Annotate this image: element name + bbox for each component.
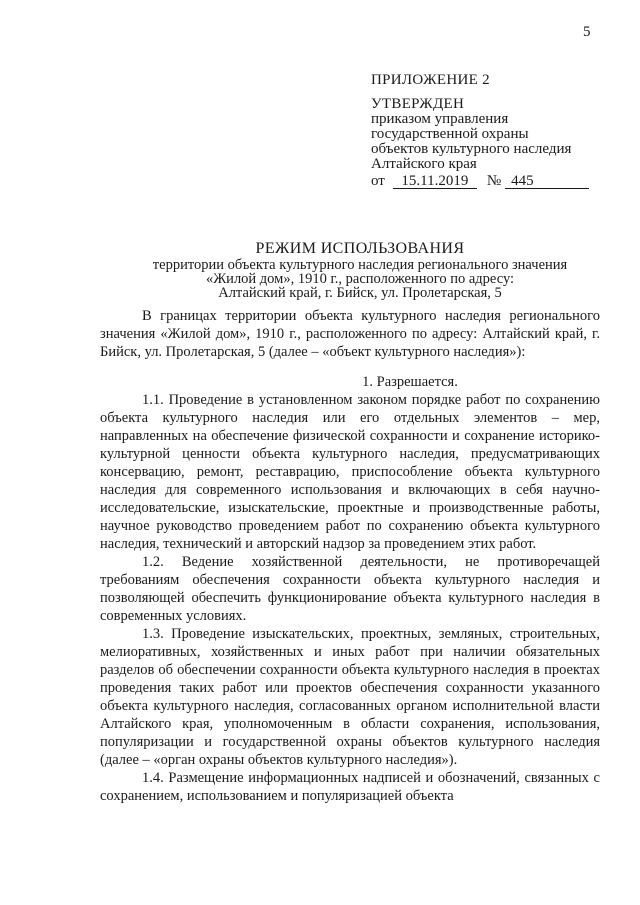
intro-paragraph: В границах территории объекта культурного наследия регионального значения «Жилой дом», 1910 г., расположенного по адресу: Алтайский край, г. Бийск, ул. Пролетарская, 5 (далее – «объект культурного наследия»):	[100, 308, 600, 360]
clause-1-4: 1.4. Размещение информационных надписей и обозначений, связанных с сохранением, использованием и популяризацией объекта	[100, 770, 600, 804]
main-title: РЕЖИМ ИСПОЛЬЗОВАНИЯ	[255, 240, 465, 257]
approval-line: государственной охраны	[371, 126, 529, 142]
approval-line: Алтайского края	[371, 156, 477, 172]
appendix-label: ПРИЛОЖЕНИЕ 2	[371, 72, 490, 88]
title-line: «Жилой дом», 1910 г., расположенного по адресу:	[205, 271, 515, 287]
title-line: Алтайский край, г. Бийск, ул. Пролетарская, 5	[218, 285, 502, 301]
clause-1-3: 1.3. Проведение изыскательских, проектных, земляных, строительных, мелиоративных, хозяйственных и иных работ при наличии обязательных разделов об обеспечении сохранности объекта культурного наследия в проектах проведения таких работ или проектов обеспечения сохранности указанного объекта культурного наследия, согласованных органом исполнительной власти Алтайского края, уполномоченным в области сохранения, использования, популяризации и государственной охраны объектов культурного наследия (далее – «орган охраны объектов культурного наследия»).	[100, 626, 600, 768]
order-reference	[371, 174, 589, 189]
clause-1-2: 1.2. Ведение хозяйственной деятельности, не противоречащей требованиям обеспечения сохранности объекта культурного наследия и позволяющей обеспечить функционирование объекта культурного наследия в современных условиях.	[100, 554, 600, 624]
page-number: 5	[583, 24, 591, 40]
order-date: 15.11.2019	[393, 174, 477, 189]
document-title	[100, 240, 620, 300]
clause-1-1: 1.1. Проведение в установленном законом порядке работ по сохранению объекта культурного наследия или его отдельных элементов – мер, направленных на обеспечение физической сохранности и сохранение историко-культурной ценности объекта культурного наследия, предусматривающих консервацию, ремонт, реставрацию, приспособление объекта культурного наследия для современного использования и включающих в себя научно-исследовательские, изыскательские, проектные и производственные работы, научное руководство проведением работ по сохранению объекта культурного наследия, технический и авторский надзор за проведением этих работ.	[100, 392, 600, 552]
section-heading: 1. Разрешается.	[362, 374, 458, 390]
approval-line: приказом управления	[371, 111, 509, 127]
approved-label: УТВЕРЖДЕН	[371, 96, 465, 112]
approval-line: объектов культурного наследия	[371, 141, 572, 157]
title-line: территории объекта культурного наследия регионального значения	[152, 257, 568, 273]
order-number: 445	[505, 174, 589, 189]
from-label: от	[371, 173, 385, 189]
number-label: №	[486, 173, 502, 189]
approval-stamp	[371, 73, 589, 189]
document-body	[100, 307, 600, 805]
